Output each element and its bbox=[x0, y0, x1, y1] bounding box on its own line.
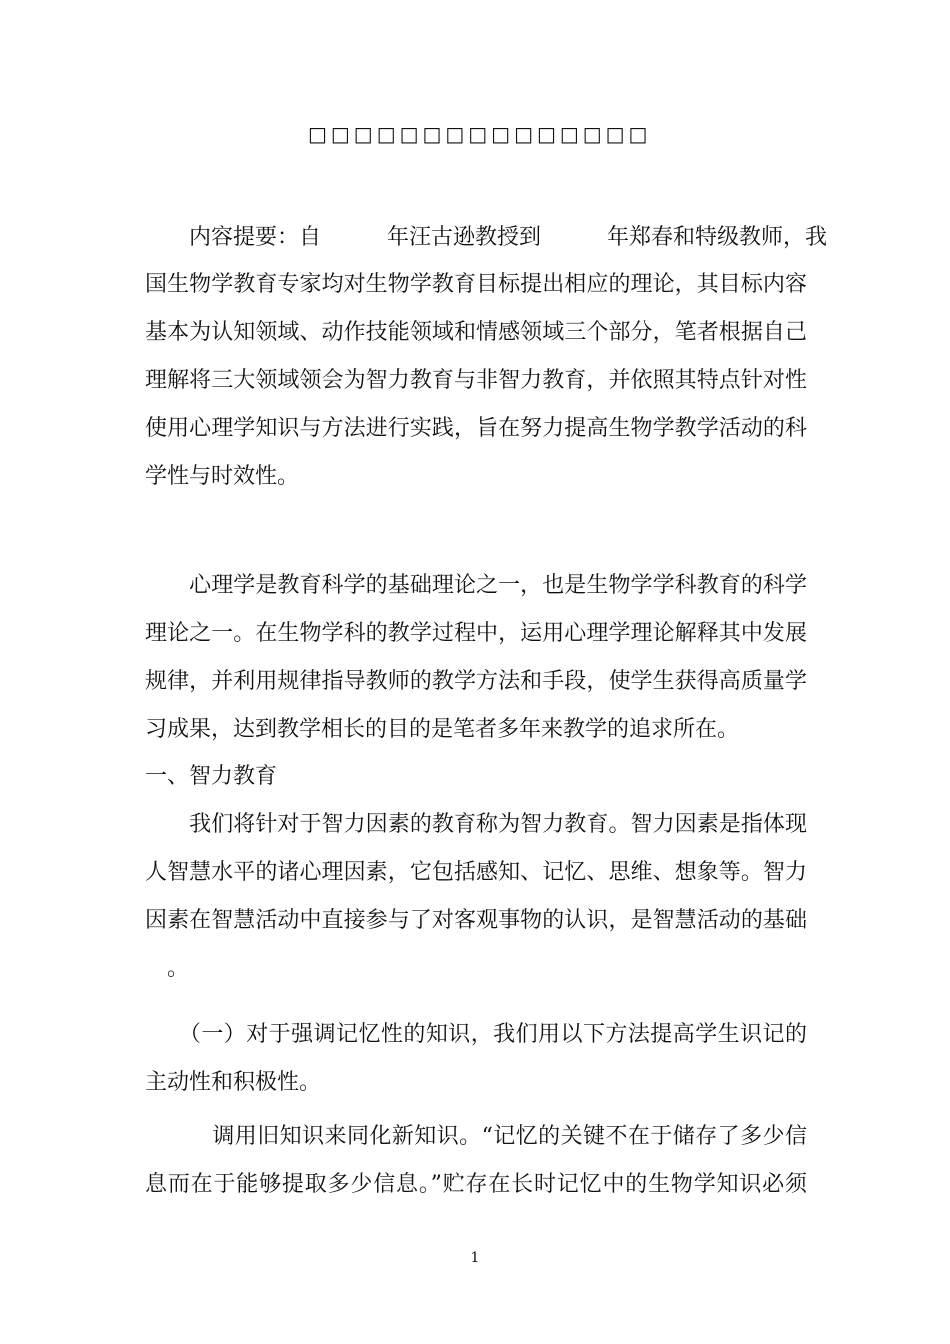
subsection-line: 主动性和积极性。 bbox=[145, 1070, 322, 1095]
section-line: 因素在智慧活动中直接参与了对客观事物的认识，是智慧活动的基础 bbox=[145, 908, 807, 933]
abstract-line: 基本为认知领域、动作技能领域和情感领域三个部分，笔者根据自己 bbox=[145, 320, 807, 345]
section-line: 人智慧水平的诸心理因素，它包括感知、记忆、思维、想象等。智力 bbox=[145, 860, 807, 885]
section-line: 我们将针对于智力因素的教育称为智力教育。智力因素是指体现 bbox=[145, 812, 807, 837]
paragraph-line: 息而在于能够提取多少信息。”贮存在长时记忆中的生物学知识必须 bbox=[145, 1172, 807, 1197]
intro-line: 心理学是教育科学的基础理论之一，也是生物学学科教育的科学 bbox=[145, 573, 807, 598]
abstract-line: 使用心理学知识与方法进行实践，旨在努力提高生物学教学活动的科 bbox=[145, 416, 807, 441]
abstract-line: 理解将三大领域领会为智力教育与非智力教育，并依照其特点针对性 bbox=[145, 368, 807, 393]
paragraph-line: 调用旧知识来同化新知识。“记忆的关键不在于储存了多少信 bbox=[145, 1124, 807, 1149]
document-title: □□□□□□□□□□□□□□□ bbox=[308, 122, 652, 146]
intro-line: 规律，并利用规律指导教师的教学方法和手段，使学生获得高质量学 bbox=[145, 669, 807, 694]
intro-line: 理论之一。在生物学科的教学过程中，运用心理学理论解释其中发展 bbox=[145, 621, 807, 646]
abstract-line: 国生物学教育专家均对生物学教育目标提出相应的理论，其目标内容 bbox=[145, 272, 807, 297]
abstract-line: 学性与时效性。 bbox=[145, 464, 300, 489]
section-heading: 一、智力教育 bbox=[145, 764, 278, 789]
abstract-line: 内容提要：自 年汪古逊教授到 年郑春和特级教师，我 bbox=[145, 225, 828, 250]
page-number: 1 bbox=[470, 1250, 480, 1266]
subsection-line: （一）对于强调记忆性的知识，我们用以下方法提高学生识记的 bbox=[145, 1022, 807, 1047]
intro-line: 习成果，达到教学相长的目的是笔者多年来教学的追求所在。 bbox=[145, 717, 740, 742]
section-line: 。 bbox=[145, 956, 190, 981]
